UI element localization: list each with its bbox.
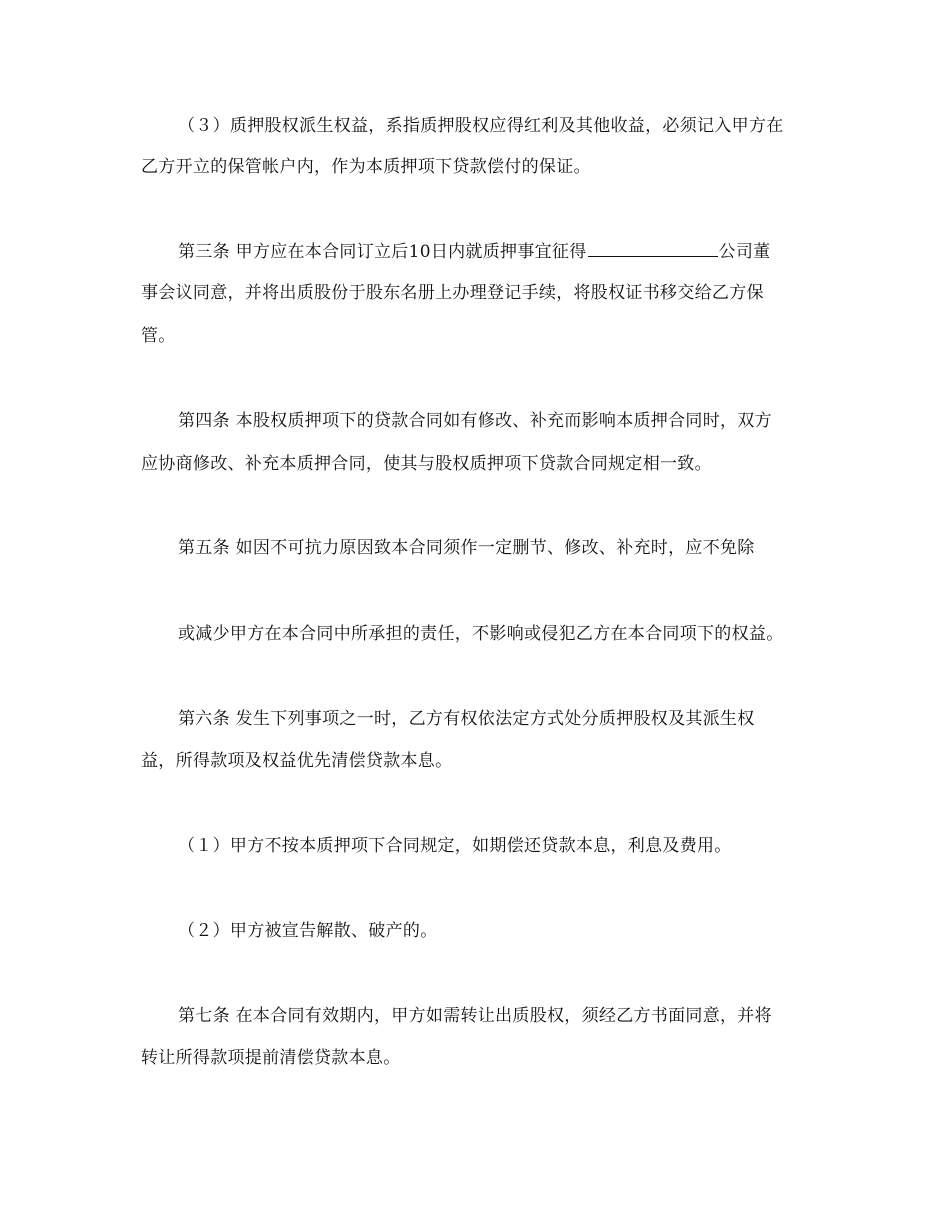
article-5-line-2: 或减少甲方在本合同中所承担的责任，不影响或侵犯乙方在本合同项下的权益。: [178, 624, 784, 644]
article-3-line-3: 管。: [141, 326, 176, 346]
article-6-item-2: （２）甲方被宣告解散、破产的。: [178, 921, 438, 941]
clause-2-3-line-1: （３）质押股权派生权益，系指质押股权应得红利及其他收益，必须记入甲方在: [178, 116, 784, 136]
fill-in-blank-company-name: [588, 240, 718, 257]
article-7-line-2: 转让所得款项提前清偿贷款本息。: [141, 1048, 401, 1068]
clause-2-3-line-2: 乙方开立的保管帐户内，作为本质押项下贷款偿付的保证。: [141, 157, 591, 177]
article-6-item-1: （１）甲方不按本质押项下合同规定，如期偿还贷款本息，利息及费用。: [178, 836, 732, 856]
article-6-line-1: 第六条 发生下列事项之一时，乙方有权依法定方式处分质押股权及其派生权: [178, 709, 755, 729]
article-4-line-2: 应协商修改、补充本质押合同，使其与股权质押项下贷款合同规定相一致。: [141, 454, 712, 474]
article-5-line-1: 第五条 如因不可抗力原因致本合同须作一定删节、修改、补充时，应不免除: [178, 538, 755, 558]
article-6-line-2: 益，所得款项及权益优先清偿贷款本息。: [141, 751, 453, 771]
article-3-text-before-blank: 第三条 甲方应在本合同订立后10日内就质押事宜征得: [178, 242, 587, 262]
article-3-line-2: 事会议同意，并将出质股份于股东名册上办理登记手续，将股权证书移交给乙方保: [141, 283, 764, 303]
article-3-text-after-blank: 公司董: [718, 242, 771, 262]
article-7-line-1: 第七条 在本合同有效期内，甲方如需转让出质股权，须经乙方书面同意，并将: [178, 1006, 772, 1026]
article-3-line-1: [178, 240, 770, 264]
article-4-line-1: 第四条 本股权质押项下的贷款合同如有修改、补充而影响本质押合同时，双方: [178, 411, 772, 431]
